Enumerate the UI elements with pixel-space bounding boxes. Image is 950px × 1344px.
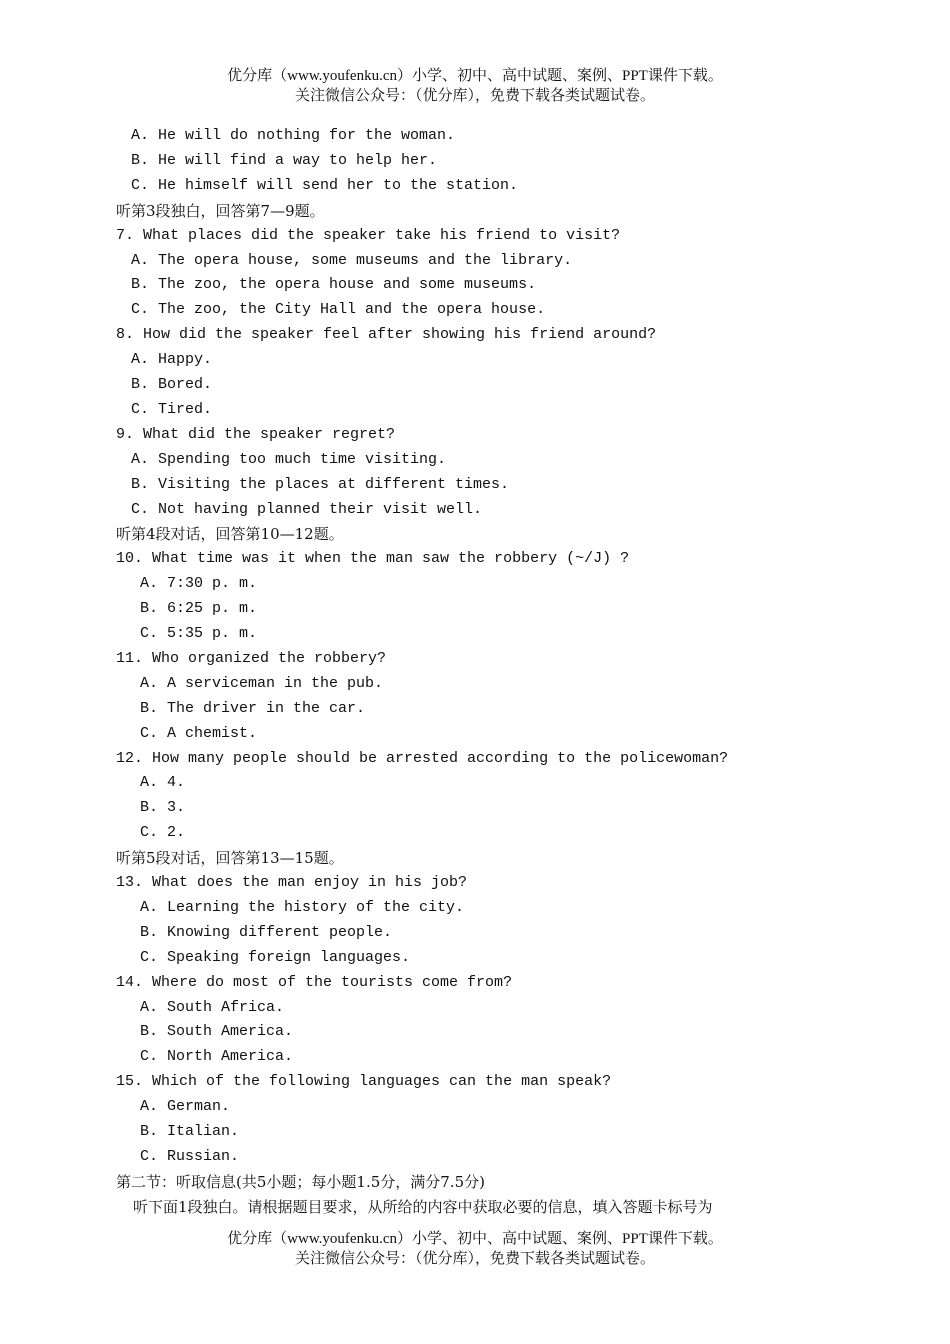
answer-option: A. South Africa. bbox=[140, 998, 285, 1016]
footer-site-line: 优分库（www.youfenku.cn）小学、初中、高中试题、案例、PPT课件下载。 bbox=[227, 1231, 723, 1247]
question-text: 15. Which of the following languages can the man speak? bbox=[116, 1073, 612, 1091]
answer-option: B. Knowing different people. bbox=[140, 923, 393, 941]
question-text: 8. How did the speaker feel after showing his friend around? bbox=[116, 326, 657, 344]
answer-option: B. Italian. bbox=[140, 1123, 240, 1140]
answer-option: B. Visiting the places at different times. bbox=[131, 475, 510, 493]
section-instruction: 第二节：听取信息(共5小题；每小题1.5分，满分7.5分) bbox=[116, 1172, 485, 1191]
answer-option: A. A serviceman in the pub. bbox=[140, 674, 384, 692]
answer-option: B. He will find a way to help her. bbox=[131, 151, 438, 169]
section-instruction: 听第5段对话，回答第13—15题。 bbox=[116, 849, 344, 868]
section-instruction: 听第4段对话，回答第10—12题。 bbox=[116, 525, 344, 544]
answer-option: C. 2. bbox=[140, 824, 186, 842]
answer-option: C. Speaking foreign languages. bbox=[140, 948, 411, 966]
answer-option: A. Happy. bbox=[131, 351, 213, 369]
answer-option: C. North America. bbox=[140, 1048, 294, 1066]
answer-option: C. Russian. bbox=[140, 1147, 240, 1165]
answer-option: A. Learning the history of the city. bbox=[140, 898, 465, 916]
answer-option: B. Bored. bbox=[131, 376, 213, 393]
answer-option: C. Tired. bbox=[131, 400, 213, 418]
answer-option: A. 4. bbox=[140, 774, 186, 792]
instruction-paragraph: 听下面1段独白。请根据题目要求，从所给的内容中获取必要的信息，填入答题卡标号为 bbox=[133, 1197, 713, 1216]
answer-option: B. 3. bbox=[140, 799, 186, 817]
answer-option: C. 5:35 p. m. bbox=[140, 625, 258, 642]
answer-option: B. The zoo, the opera house and some museums. bbox=[131, 276, 537, 294]
footer-wechat-line: 关注微信公众号：（优分库），免费下载各类试题试卷。 bbox=[294, 1251, 655, 1267]
answer-option: C. He himself will send her to the station. bbox=[131, 176, 519, 194]
answer-option: A. German. bbox=[140, 1098, 231, 1116]
question-text: 9. What did the speaker regret? bbox=[116, 425, 396, 443]
question-text: 13. What does the man enjoy in his job? bbox=[116, 874, 468, 891]
question-text: 14. Where do most of the tourists come from? bbox=[116, 973, 513, 991]
answer-option: C. The zoo, the City Hall and the opera house. bbox=[131, 301, 546, 319]
question-text: 11. Who organized the robbery? bbox=[116, 649, 387, 667]
page-header bbox=[0, 66, 950, 106]
page-footer bbox=[0, 1229, 950, 1269]
section-instruction: 听第3段独白，回答第7—9题。 bbox=[116, 201, 325, 220]
header-site-line: 优分库（www.youfenku.cn）小学、初中、高中试题、案例、PPT课件下载。 bbox=[227, 68, 723, 84]
answer-option: B. 6:25 p. m. bbox=[140, 600, 258, 618]
answer-option: C. Not having planned their visit well. bbox=[131, 500, 483, 518]
answer-option: A. Spending too much time visiting. bbox=[131, 450, 447, 468]
answer-option: B. South America. bbox=[140, 1023, 294, 1041]
answer-option: A. He will do nothing for the woman. bbox=[131, 127, 456, 144]
answer-option: A. The opera house, some museums and the library. bbox=[131, 251, 573, 269]
question-text: 7. What places did the speaker take his friend to visit? bbox=[116, 226, 621, 244]
answer-option: A. 7:30 p. m. bbox=[140, 575, 258, 593]
question-text: 12. How many people should be arrested according to the policewoman? bbox=[116, 749, 729, 767]
question-text: 10. What time was it when the man saw the robbery (~/J) ? bbox=[116, 550, 630, 568]
answer-option: B. The driver in the car. bbox=[140, 699, 366, 717]
answer-option: C. A chemist. bbox=[140, 724, 258, 742]
header-wechat-line: 关注微信公众号：（优分库），免费下载各类试题试卷。 bbox=[294, 88, 655, 104]
